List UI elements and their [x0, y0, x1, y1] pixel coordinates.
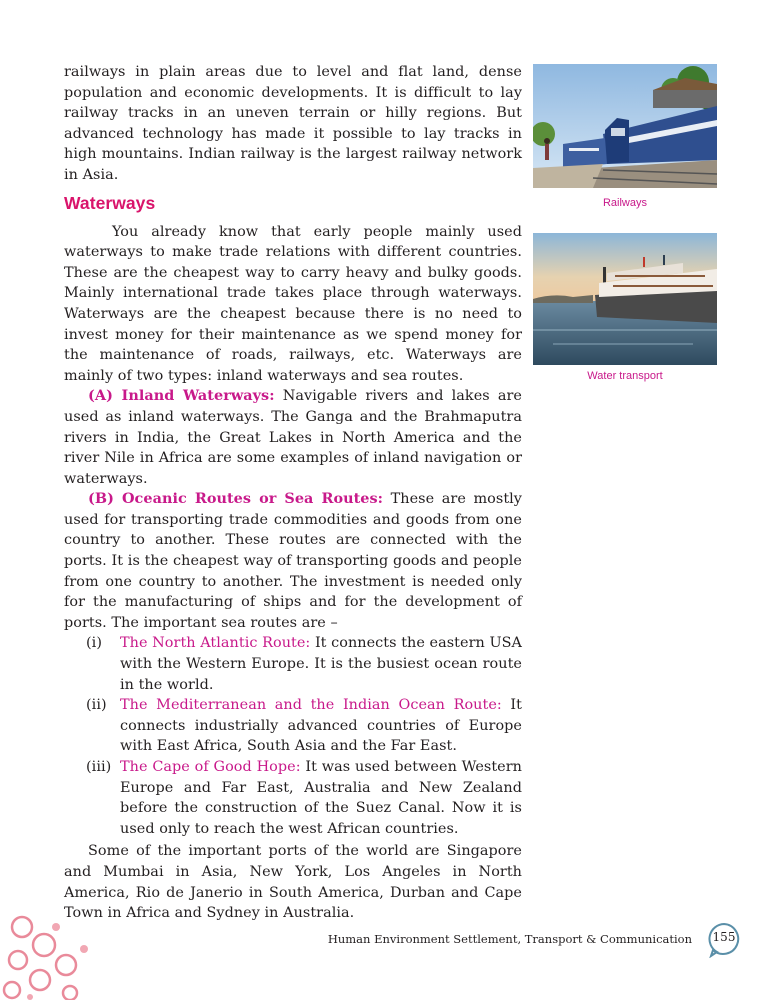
oceanic-routes-text: These are mostly used for transporting trade commodities and goods from one country to another. These routes are connected with the ports. It is the cheapest way of transporting goods and people from one country to another. The investment is needed only for the manufacturing of ships and for the development of ports. The important sea routes are –	[64, 491, 522, 631]
railways-caption: Railways	[602, 197, 647, 209]
inland-waterways-paragraph	[64, 386, 522, 489]
route-text: It was used between Western Europe and Far East, Australia and New Zealand before the construction of the Suez Canal. Now it is used only to reach the west African countries.	[120, 759, 522, 837]
route-name: The North Atlantic Route:	[120, 635, 311, 652]
water-transport-caption: Water transport	[587, 370, 663, 382]
route-name: The Mediterranean and the Indian Ocean Route:	[120, 697, 502, 714]
intro-paragraph: railways in plain areas due to level and flat land, dense population and economic developments. It is difficult to lay railway tracks in an uneven terrain or hilly regions. But advanced technology has made it possible to lay tracks in high mountains. Indian railway is the largest railway network in Asia.	[64, 64, 522, 183]
inland-waterways-label: (A) Inland Waterways:	[88, 387, 275, 405]
list-item-number: (ii)	[86, 697, 107, 714]
main-text-column	[64, 62, 522, 924]
decorative-bubbles	[0, 905, 100, 1000]
list-item-number: (iii)	[86, 759, 112, 775]
route-name: The Cape of Good Hope:	[120, 759, 301, 775]
route-text: It connects industrially advanced countries of Europe with East Africa, South Asia and the Far East.	[120, 697, 522, 755]
list-item-number: (i)	[86, 635, 102, 652]
ports-paragraph: Some of the important ports of the world are Singapore and Mumbai in Asia, New York, Los Angeles in North America, Rio de Janerio in South America, Durban and Cape Town in Africa and Sydney in Australia.	[64, 843, 522, 922]
inland-waterways-text: Navigable rivers and lakes are used as inland waterways. The Ganga and the Brahmaputra rivers in India, the Great Lakes in North America and the river Nile in Africa are some examples of inland navigation or waterways.	[64, 388, 522, 487]
oceanic-routes-paragraph	[64, 489, 522, 633]
railways-photo	[533, 64, 717, 188]
railways-image	[533, 64, 717, 188]
route-text: It connects the eastern USA with the Western Europe. It is the busiest ocean route in the world.	[120, 635, 522, 693]
list-item	[64, 633, 522, 695]
waterways-heading: Waterways	[64, 192, 156, 213]
waterways-paragraph: You already know that early people mainly used waterways to make trade relations with different countries. These are the cheapest way to carry heavy and bulky goods. Mainly international trade takes place through waterways. Waterways are the cheapest because there is no need to invest money for their maintenance as we spend money for the maintenance of roads, railways, etc. Waterways are mainly of two types: inland waterways and sea routes.	[64, 223, 522, 384]
page-number: 155	[712, 930, 736, 944]
list-item	[64, 757, 522, 839]
water-transport-photo	[533, 233, 717, 365]
sea-routes-list	[64, 633, 522, 839]
oceanic-routes-label: (B) Oceanic Routes or Sea Routes:	[88, 490, 384, 508]
running-footer: Human Environment Settlement, Transport & Communication	[327, 932, 692, 946]
water-transport-image	[533, 233, 717, 365]
list-item	[64, 695, 522, 757]
